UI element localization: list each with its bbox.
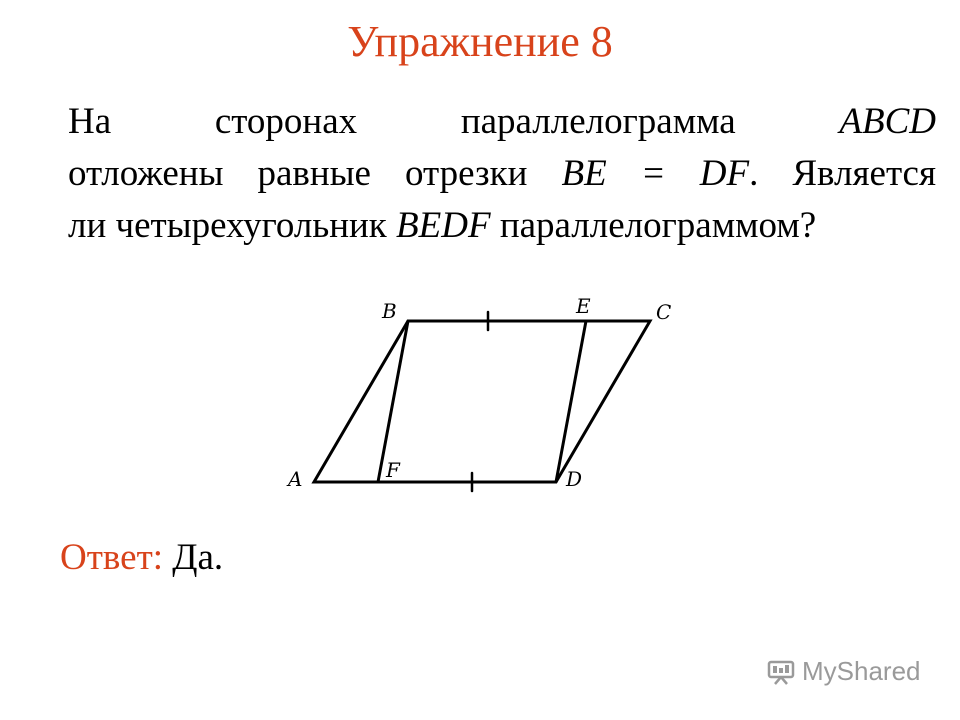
presentation-icon	[766, 659, 796, 685]
problem-statement	[68, 96, 936, 252]
text: ли четырехугольник	[68, 205, 397, 246]
parallelogram-figure	[280, 285, 700, 500]
label-c: C	[656, 300, 672, 324]
problem-line-1	[68, 96, 936, 148]
answer-label: Ответ:	[60, 537, 164, 578]
equal-segments: BE = DF	[561, 153, 750, 194]
watermark	[766, 656, 921, 687]
word: На	[68, 101, 112, 142]
quadrilateral-name: BEDF	[396, 205, 491, 246]
answer-value: Да.	[172, 537, 224, 578]
figure-name: ABCD	[839, 101, 936, 142]
watermark-text: MyShared	[802, 656, 921, 686]
word: сторонах	[214, 101, 358, 142]
label-a: A	[288, 467, 303, 491]
answer	[60, 536, 223, 579]
label-b: B	[382, 299, 397, 323]
text: . Является	[749, 153, 937, 194]
word: параллелограмма	[460, 101, 736, 142]
problem-line-2	[68, 148, 936, 200]
text: отложены равные отрезки	[68, 153, 562, 194]
label-e: E	[576, 294, 591, 318]
label-d: D	[566, 467, 583, 491]
problem-line-3	[68, 200, 936, 252]
label-f: F	[386, 458, 400, 482]
slide-title: Упражнение 8	[347, 17, 613, 66]
text: параллелограммом?	[490, 205, 817, 246]
parallelogram-abcd	[314, 321, 650, 482]
